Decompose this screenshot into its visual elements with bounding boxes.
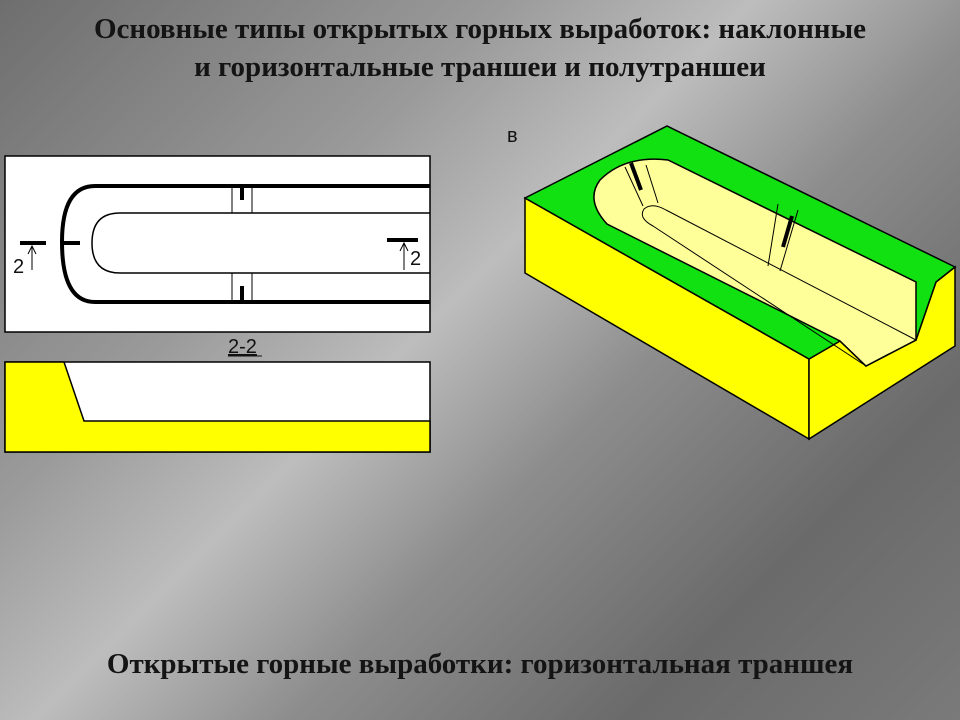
section-mark-left-label: 2	[13, 256, 25, 278]
title-line-2: и горизонтальные траншеи и полутраншеи	[194, 51, 766, 83]
slide-caption: Открытые горные выработки: горизонтальная траншея	[106, 648, 854, 680]
section-mark-right-label: 2	[410, 248, 422, 270]
section-label: 2-2	[228, 336, 257, 358]
plan-view	[5, 156, 430, 332]
section-view	[5, 336, 430, 452]
iso-view	[507, 125, 955, 439]
title-line-1: Основные типы открытых горных выработок: наклонные	[93, 13, 867, 45]
iso-label: в	[507, 125, 518, 147]
